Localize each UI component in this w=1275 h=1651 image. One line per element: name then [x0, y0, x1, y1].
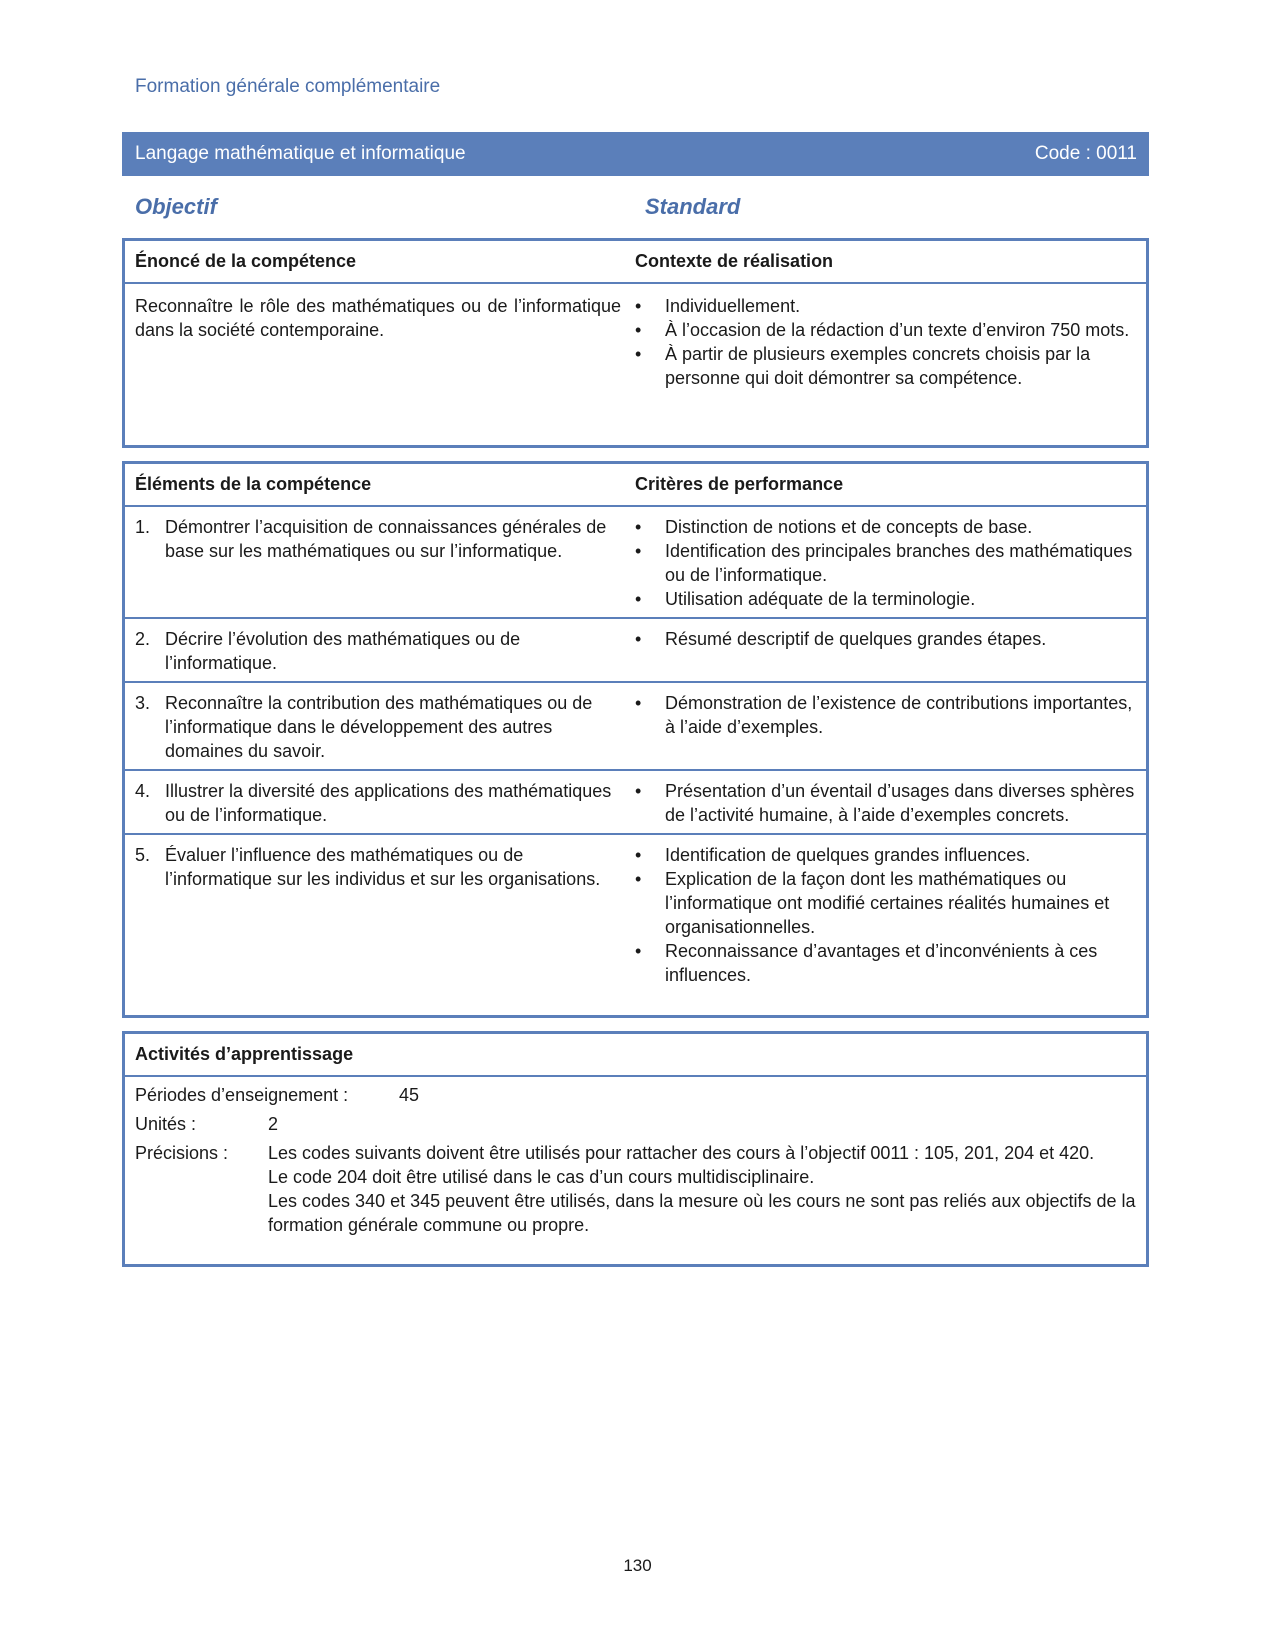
enonce-header: Énoncé de la compétence: [135, 251, 357, 271]
list-item: • Présentation d’un éventail d’usages dans diverses sphères de l’activité humaine, à l’aide d’exemples concrets.: [635, 781, 1135, 825]
element-number: 2.: [135, 629, 151, 649]
bullet-icon: •: [635, 541, 642, 561]
competence-box: [122, 238, 1149, 448]
course-code: Code : 0011: [1034, 143, 1137, 164]
unites-label: Unités :: [135, 1114, 197, 1134]
list-item: • Distinction de notions et de concepts de base.: [635, 517, 1033, 537]
table-row: [125, 619, 1146, 683]
bullet-icon: •: [635, 517, 642, 537]
list-item: • Utilisation adéquate de la terminologie.: [635, 589, 976, 609]
list-item: • Individuellement.: [635, 296, 801, 316]
list-item: • Identification des principales branches des mathématiques ou de l’informatique.: [635, 541, 1133, 585]
bullet-icon: •: [635, 320, 642, 340]
table-row: [125, 683, 1146, 771]
unites-line: [135, 1112, 1136, 1136]
bullet-icon: •: [635, 296, 642, 316]
unites-value: 2: [268, 1114, 279, 1134]
bullet-icon: •: [635, 693, 642, 713]
element-text: Illustrer la diversité des applications des mathématiques ou de l’informatique.: [165, 781, 612, 825]
list-item: • À partir de plusieurs exemples concrets choisis par la personne qui doit démontrer sa compétence.: [635, 344, 1091, 388]
list-item: • Explication de la façon dont les mathématiques ou l’informatique ont modifié certaines réalités humaines et organisationnelles.: [635, 869, 1110, 937]
contexte-list: [635, 294, 1140, 390]
competence-row: [125, 284, 1146, 396]
bullet-icon: •: [635, 869, 642, 889]
table-row: [125, 507, 1146, 619]
criteres-header: Critères de performance: [635, 474, 844, 494]
criteria-list: [635, 515, 1140, 611]
standard-heading: Standard: [645, 194, 741, 219]
objectif-heading: Objectif: [135, 194, 217, 219]
page-header: Formation générale complémentaire: [135, 76, 441, 97]
contexte-header: Contexte de réalisation: [635, 251, 834, 271]
criteria-list: [635, 779, 1140, 827]
periodes-value: 45: [399, 1085, 420, 1105]
bullet-icon: •: [635, 629, 642, 649]
element-number: 4.: [135, 781, 151, 801]
activities-header: Activités d’apprentissage: [135, 1044, 354, 1064]
element-number: 5.: [135, 845, 151, 865]
periodes-label: Périodes d’enseignement :: [135, 1085, 349, 1105]
activities-box-header: [125, 1034, 1146, 1077]
element-text: Reconnaître la contribution des mathématiques ou de l’informatique dans le développement des autres domaines du savoir.: [165, 693, 593, 761]
enonce-text: Reconnaître le rôle des mathématiques ou de l’informatique dans la société contemporaine.: [135, 296, 621, 340]
page-number: 130: [623, 1556, 652, 1575]
elements-box: [122, 461, 1149, 1018]
list-item: • À l’occasion de la rédaction d’un texte d’environ 750 mots.: [635, 320, 1130, 340]
precisions-label: Précisions :: [135, 1143, 229, 1163]
list-item: • Reconnaissance d’avantages et d’inconvénients à ces influences.: [635, 941, 1098, 985]
periodes-line: [135, 1083, 1136, 1107]
precision-item: Le code 204 doit être utilisé dans le cas d’un cours multidisciplinaire.: [268, 1167, 815, 1187]
element-text: Démontrer l’acquisition de connaissances générales de base sur les mathématiques ou sur l’informatique.: [165, 517, 607, 561]
course-title-bar: [122, 132, 1149, 176]
elements-box-header: [125, 464, 1146, 507]
list-item: • Identification de quelques grandes influences.: [635, 845, 1031, 865]
course-title: Langage mathématique et informatique: [135, 143, 466, 164]
competence-box-header: [125, 241, 1146, 284]
element-text: Évaluer l’influence des mathématiques ou de l’informatique sur les individus et sur les organisations.: [165, 845, 601, 889]
elements-header: Éléments de la compétence: [135, 474, 372, 494]
bullet-icon: •: [635, 941, 642, 961]
criteria-list: [635, 627, 1140, 651]
bullet-icon: •: [635, 344, 642, 364]
element-number: 3.: [135, 693, 151, 713]
criteria-list: [635, 691, 1140, 739]
precision-item: Les codes suivants doivent être utilisés pour rattacher des cours à l’objectif 0011 : 105, 201, 204 et 420.: [268, 1143, 1095, 1163]
list-item: • Résumé descriptif de quelques grandes étapes.: [635, 629, 1047, 649]
list-item: • Démonstration de l’existence de contributions importantes, à l’aide d’exemples.: [635, 693, 1133, 737]
bullet-icon: •: [635, 781, 642, 801]
precision-item: Les codes 340 et 345 peuvent être utilisés, dans la mesure où les cours ne sont pas reliés aux objectifs de la formation générale commune ou propre.: [268, 1191, 1136, 1235]
table-row: [125, 771, 1146, 835]
bullet-icon: •: [635, 845, 642, 865]
criteria-list: [635, 843, 1140, 987]
element-text: Décrire l’évolution des mathématiques ou de l’informatique.: [165, 629, 521, 673]
table-row: [125, 835, 1146, 993]
element-number: 1.: [135, 517, 151, 537]
precisions-block: [135, 1141, 1136, 1237]
activities-box: [122, 1031, 1149, 1267]
bullet-icon: •: [635, 589, 642, 609]
